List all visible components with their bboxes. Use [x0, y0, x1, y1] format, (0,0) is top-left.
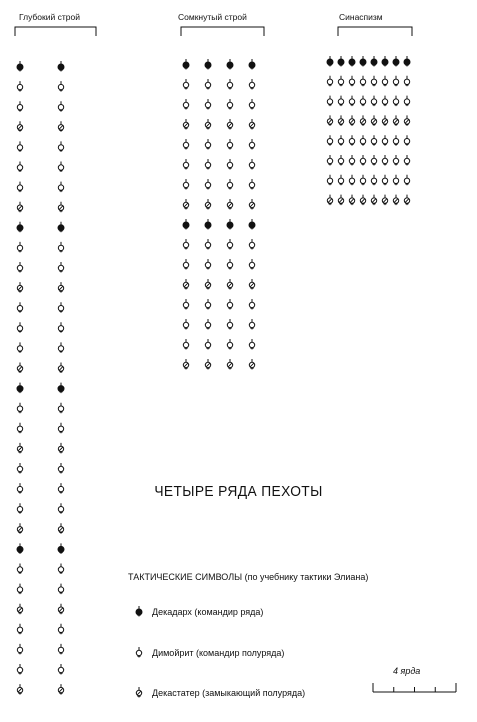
soldier-dekastater: [371, 115, 376, 126]
soldier-soldier: [393, 96, 398, 107]
soldier-dekastater: [183, 359, 188, 370]
file-column: [382, 56, 388, 205]
formation-label-deep: Глубокий строй: [19, 12, 80, 22]
soldier-dekastater: [17, 684, 22, 695]
soldier-dekastater: [349, 115, 354, 126]
soldier-soldier: [249, 239, 254, 250]
soldier-dekadarch: [249, 219, 255, 230]
soldier-soldier: [17, 322, 22, 333]
soldier-soldier: [183, 79, 188, 90]
legend-symbol-dekastater: [136, 687, 141, 698]
soldier-soldier: [17, 342, 22, 353]
soldier-dimoirit: [360, 135, 365, 146]
legend-heading: ТАКТИЧЕСКИЕ СИМВОЛЫ (по учебнику тактики Элиана): [128, 572, 369, 582]
soldier-soldier: [17, 101, 22, 112]
soldier-soldier: [58, 503, 63, 514]
soldier-dekadarch: [249, 59, 255, 70]
soldier-dekastater: [404, 195, 409, 206]
file-column: [349, 56, 355, 205]
soldier-dekastater: [382, 115, 387, 126]
soldier-dekadarch: [371, 56, 377, 67]
soldier-dekadarch: [360, 56, 366, 67]
soldier-dekastater: [227, 279, 232, 290]
file-column: [17, 61, 23, 695]
soldier-soldier: [404, 155, 409, 166]
file-column: [404, 56, 410, 205]
soldier-dekadarch: [382, 56, 388, 67]
soldier-dekastater: [17, 604, 22, 615]
soldier-soldier: [58, 584, 63, 595]
soldier-soldier: [58, 242, 63, 253]
soldier-dekadarch: [205, 59, 211, 70]
soldier-dekadarch: [183, 59, 189, 70]
soldier-soldier: [338, 96, 343, 107]
soldier-dekastater: [227, 119, 232, 130]
soldier-dekastater: [360, 115, 365, 126]
legend-label-dimoirit: Димойрит (командир полуряда): [152, 648, 285, 658]
soldier-soldier: [327, 76, 332, 87]
file-column: [393, 56, 399, 205]
soldier-soldier: [58, 322, 63, 333]
soldier-dekastater: [205, 119, 210, 130]
soldier-soldier: [58, 101, 63, 112]
soldier-soldier: [183, 339, 188, 350]
soldier-dekadarch: [227, 59, 233, 70]
soldier-dimoirit: [17, 624, 22, 635]
soldier-soldier: [17, 423, 22, 434]
soldier-soldier: [371, 175, 376, 186]
soldier-soldier: [349, 175, 354, 186]
soldier-soldier: [360, 76, 365, 87]
soldier-dekastater: [360, 195, 365, 206]
soldier-soldier: [393, 76, 398, 87]
soldier-soldier: [183, 319, 188, 330]
soldier-dekastater: [58, 121, 63, 132]
soldier-soldier: [17, 403, 22, 414]
soldier-dimoirit: [58, 141, 63, 152]
soldier-soldier: [58, 403, 63, 414]
file-column: [183, 59, 189, 370]
soldier-soldier: [249, 259, 254, 270]
soldier-soldier: [17, 182, 22, 193]
soldier-dekadarch: [17, 61, 23, 72]
soldier-soldier: [249, 319, 254, 330]
soldier-dekastater: [17, 363, 22, 374]
soldier-dekadarch: [327, 56, 333, 67]
soldier-soldier: [17, 162, 22, 173]
soldier-dekadarch: [404, 56, 410, 67]
soldier-soldier: [227, 319, 232, 330]
formation-2: [327, 56, 410, 205]
soldier-dekastater: [349, 195, 354, 206]
soldier-soldier: [17, 503, 22, 514]
soldier-dimoirit: [249, 299, 254, 310]
soldier-soldier: [349, 96, 354, 107]
soldier-soldier: [249, 339, 254, 350]
file-column: [58, 61, 64, 695]
soldier-dekastater: [382, 195, 387, 206]
soldier-dekastater: [58, 684, 63, 695]
figure-title: ЧЕТЫРЕ РЯДА ПЕХОТЫ: [154, 484, 323, 500]
soldier-dekastater: [58, 282, 63, 293]
soldier-soldier: [17, 644, 22, 655]
file-column: [371, 56, 377, 205]
soldier-dekastater: [249, 119, 254, 130]
soldier-dimoirit: [58, 463, 63, 474]
soldier-soldier: [360, 96, 365, 107]
soldier-soldier: [404, 175, 409, 186]
soldier-dekadarch: [17, 383, 23, 394]
soldier-dimoirit: [17, 141, 22, 152]
file-column: [205, 59, 211, 370]
soldier-soldier: [382, 155, 387, 166]
soldier-dekastater: [371, 195, 376, 206]
formation-bracket-close: [181, 27, 264, 36]
soldier-dekastater: [183, 199, 188, 210]
soldier-soldier: [17, 564, 22, 575]
soldier-dekastater: [327, 115, 332, 126]
soldier-soldier: [249, 79, 254, 90]
soldier-soldier: [183, 159, 188, 170]
soldier-dimoirit: [183, 139, 188, 150]
soldier-soldier: [227, 339, 232, 350]
soldier-soldier: [382, 76, 387, 87]
soldier-soldier: [58, 564, 63, 575]
soldier-dekastater: [17, 443, 22, 454]
soldier-soldier: [17, 81, 22, 92]
soldier-soldier: [393, 155, 398, 166]
soldier-soldier: [183, 259, 188, 270]
soldier-dekadarch: [349, 56, 355, 67]
soldier-soldier: [58, 664, 63, 675]
soldier-dekastater: [58, 443, 63, 454]
soldier-dimoirit: [205, 139, 210, 150]
file-column: [249, 59, 255, 370]
scale-bar: [373, 683, 456, 692]
soldier-soldier: [17, 664, 22, 675]
soldier-dekastater: [249, 279, 254, 290]
soldier-soldier: [249, 159, 254, 170]
soldier-dekastater: [227, 199, 232, 210]
soldier-dekastater: [17, 202, 22, 213]
soldier-soldier: [58, 342, 63, 353]
soldier-dekastater: [17, 121, 22, 132]
soldier-soldier: [58, 262, 63, 273]
soldier-dekastater: [58, 202, 63, 213]
soldier-dekastater: [338, 115, 343, 126]
soldier-dimoirit: [183, 299, 188, 310]
soldier-dimoirit: [249, 139, 254, 150]
soldier-soldier: [58, 81, 63, 92]
soldier-dimoirit: [227, 299, 232, 310]
soldier-dimoirit: [17, 463, 22, 474]
soldier-dekastater: [58, 523, 63, 534]
soldier-dimoirit: [404, 135, 409, 146]
soldier-soldier: [205, 179, 210, 190]
soldier-dekadarch: [58, 222, 64, 233]
soldier-dekadarch: [393, 56, 399, 67]
soldier-dimoirit: [205, 299, 210, 310]
soldier-soldier: [17, 242, 22, 253]
soldier-soldier: [338, 76, 343, 87]
soldier-dimoirit: [349, 135, 354, 146]
soldier-dekastater: [205, 279, 210, 290]
soldier-soldier: [371, 76, 376, 87]
soldier-soldier: [17, 262, 22, 273]
soldier-soldier: [183, 239, 188, 250]
soldier-soldier: [327, 155, 332, 166]
soldier-soldier: [205, 319, 210, 330]
file-column: [338, 56, 344, 205]
soldier-soldier: [371, 96, 376, 107]
soldier-soldier: [338, 155, 343, 166]
soldier-dekadarch: [17, 222, 23, 233]
soldier-soldier: [205, 259, 210, 270]
soldier-soldier: [227, 179, 232, 190]
soldier-soldier: [249, 99, 254, 110]
soldier-dimoirit: [17, 302, 22, 313]
soldier-dimoirit: [393, 135, 398, 146]
scale-label: 4 ярда: [393, 666, 421, 676]
soldier-dekastater: [205, 199, 210, 210]
soldier-dekastater: [393, 195, 398, 206]
soldier-dekastater: [227, 359, 232, 370]
soldier-soldier: [205, 79, 210, 90]
soldier-dimoirit: [327, 135, 332, 146]
soldier-soldier: [58, 644, 63, 655]
soldier-dekastater: [183, 279, 188, 290]
file-column: [360, 56, 366, 205]
soldier-soldier: [349, 155, 354, 166]
soldier-dekadarch: [183, 219, 189, 230]
formation-label-synaspismos: Синаспизм: [339, 12, 383, 22]
soldier-dekadarch: [227, 219, 233, 230]
soldier-soldier: [382, 96, 387, 107]
soldier-dekastater: [338, 195, 343, 206]
soldier-soldier: [393, 175, 398, 186]
soldier-soldier: [205, 99, 210, 110]
soldier-dimoirit: [58, 302, 63, 313]
soldier-soldier: [327, 175, 332, 186]
soldier-dekastater: [249, 199, 254, 210]
soldier-dekastater: [17, 282, 22, 293]
soldier-soldier: [205, 239, 210, 250]
soldier-dimoirit: [227, 139, 232, 150]
formation-1: [183, 59, 255, 370]
legend-label-dekadarch: Декадарх (командир ряда): [152, 607, 264, 617]
soldier-dekadarch: [58, 383, 64, 394]
soldier-dekadarch: [205, 219, 211, 230]
soldier-dekadarch: [338, 56, 344, 67]
soldier-dekastater: [205, 359, 210, 370]
soldier-soldier: [360, 175, 365, 186]
soldier-soldier: [227, 239, 232, 250]
soldier-dekadarch: [58, 61, 64, 72]
legend-label-dekastater: Декастатер (замыкающий полуряда): [152, 688, 306, 698]
soldier-soldier: [338, 175, 343, 186]
file-column: [227, 59, 233, 370]
formation-bracket-deep: [15, 27, 96, 36]
soldier-dimoirit: [338, 135, 343, 146]
soldier-soldier: [249, 179, 254, 190]
soldier-soldier: [404, 76, 409, 87]
soldier-soldier: [227, 79, 232, 90]
soldier-dekastater: [58, 363, 63, 374]
soldier-soldier: [227, 259, 232, 270]
soldier-soldier: [360, 155, 365, 166]
soldier-dekastater: [393, 115, 398, 126]
soldier-soldier: [227, 99, 232, 110]
soldier-soldier: [183, 99, 188, 110]
formation-bracket-synaspismos: [338, 27, 412, 36]
soldier-dekastater: [327, 195, 332, 206]
soldier-dekastater: [17, 523, 22, 534]
soldier-soldier: [371, 155, 376, 166]
soldier-soldier: [327, 96, 332, 107]
soldier-dekadarch: [58, 543, 64, 554]
formation-label-close: Сомкнутый строй: [178, 12, 247, 22]
soldier-soldier: [205, 159, 210, 170]
soldier-dekastater: [404, 115, 409, 126]
soldier-dimoirit: [382, 135, 387, 146]
soldier-soldier: [58, 162, 63, 173]
soldier-dekastater: [183, 119, 188, 130]
legend-symbol-dimoirit: [136, 647, 141, 658]
soldier-soldier: [349, 76, 354, 87]
formation-0: [17, 61, 64, 695]
soldier-dekadarch: [17, 543, 23, 554]
file-column: [327, 56, 333, 205]
soldier-soldier: [404, 96, 409, 107]
soldier-dekastater: [58, 604, 63, 615]
soldier-dimoirit: [371, 135, 376, 146]
soldier-soldier: [183, 179, 188, 190]
soldier-soldier: [58, 182, 63, 193]
soldier-soldier: [227, 159, 232, 170]
soldier-soldier: [205, 339, 210, 350]
soldier-dekastater: [249, 359, 254, 370]
soldier-soldier: [382, 175, 387, 186]
soldier-soldier: [17, 584, 22, 595]
legend-symbol-dekadarch: [136, 606, 142, 617]
soldier-dimoirit: [58, 624, 63, 635]
soldier-soldier: [58, 423, 63, 434]
